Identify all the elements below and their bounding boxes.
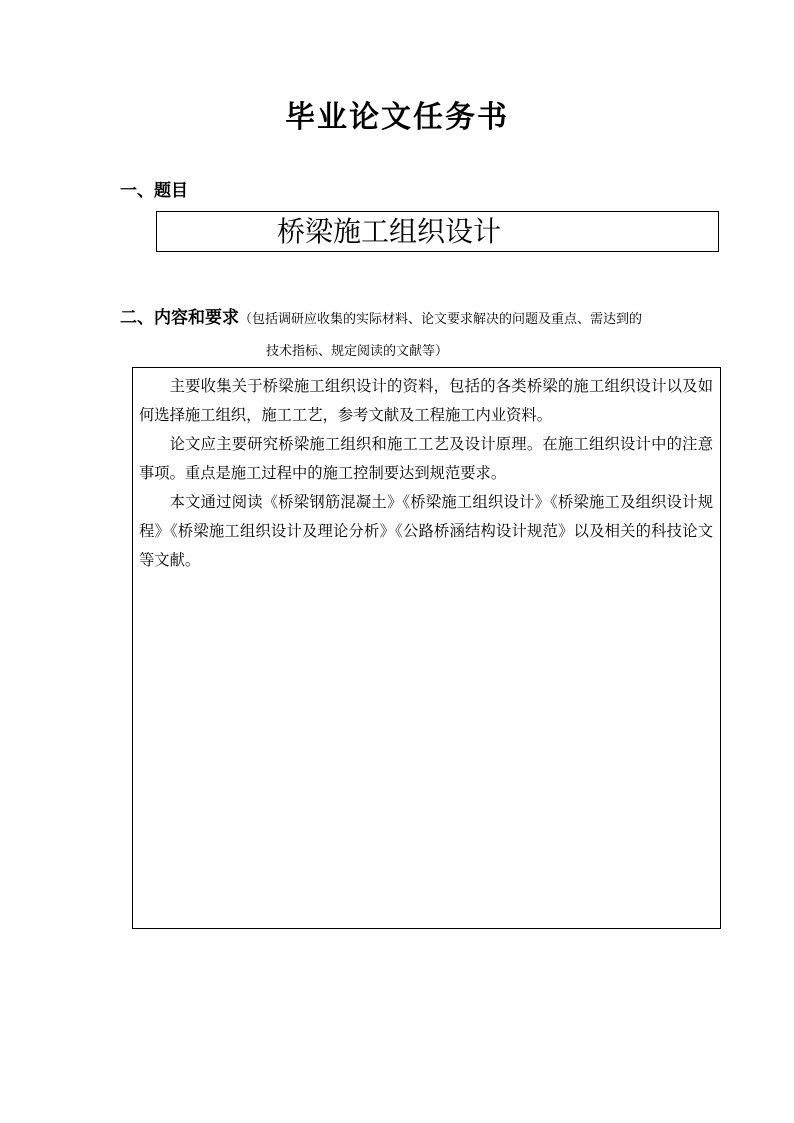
content-box xyxy=(132,367,721,929)
content-paragraph: 本文通过阅读《桥梁钢筋混凝土》《桥梁施工组织设计》《桥梁施工及组织设计规程》《桥梁施工组织设计及理论分析》《公路桥涵结构设计规范》以及相关的科技论文等文献。 xyxy=(139,493,713,569)
content-paragraph: 主要收集关于桥梁施工组织设计的资料，包括的各类桥梁的施工组织设计以及如何选择施工组织，施工工艺，参考文献及工程施工内业资料。 xyxy=(139,377,713,424)
document-title: 毕业论文任务书 xyxy=(285,100,509,135)
content-paragraph: 论文应主要研究桥梁施工组织和施工工艺及设计原理。在施工组织设计中的注意事项。重点是施工过程中的施工控制要达到规范要求。 xyxy=(139,435,713,482)
section-content-heading-label: 二、内容和要求 xyxy=(120,308,239,328)
topic-box xyxy=(156,211,719,252)
section-content-note-continued: 技术指标、规定阅读的文献等） xyxy=(266,344,449,359)
section-content-heading xyxy=(120,306,642,332)
topic-text: 桥梁施工组织设计 xyxy=(277,215,502,248)
section-content-note: （包括调研应收集的实际材料、论文要求解决的问题及重点、需达到的 xyxy=(239,312,643,327)
section-topic-heading: 一、题目 xyxy=(120,181,188,201)
